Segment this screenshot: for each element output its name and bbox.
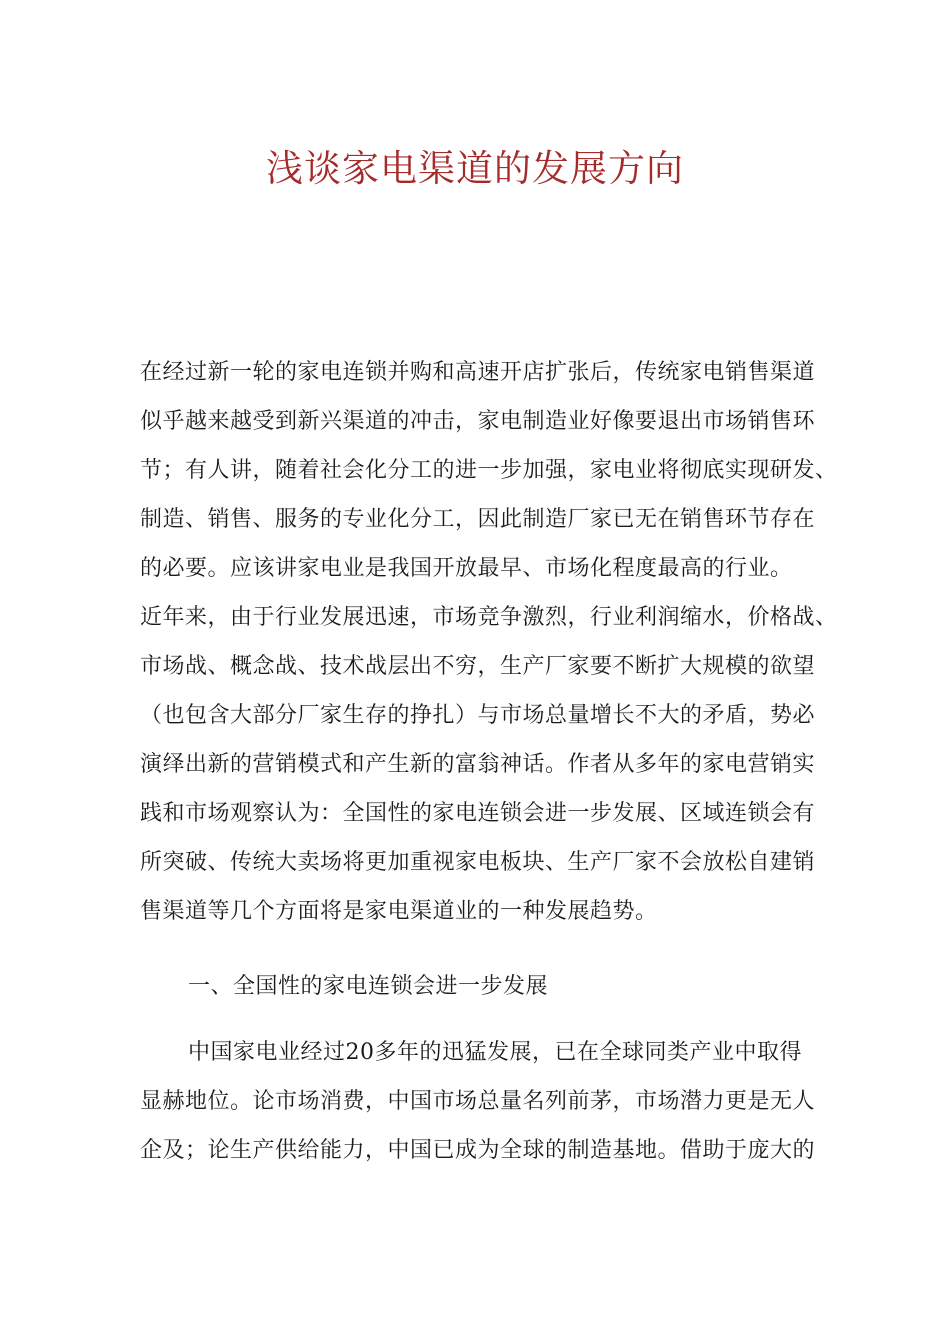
paragraph-trends xyxy=(140,593,838,936)
paragraph-intro xyxy=(140,348,838,593)
text-line: 践和市场观察认为：全国性的家电连锁会进一步发展、区域连锁会有 xyxy=(140,801,816,826)
text-line: 演绎出新的营销模式和产生新的富翁神话。作者从多年的家电营销实 xyxy=(140,752,816,777)
text-line: 售渠道等几个方面将是家电渠道业的一种发展趋势。 xyxy=(140,899,658,924)
text-line: （也包含大部分厂家生存的挣扎）与市场总量增长不大的矛盾，势必 xyxy=(140,703,816,728)
text-line: 所突破、传统大卖场将更加重视家电板块、生产厂家不会放松自建销 xyxy=(140,850,816,875)
text-line: 制造、销售、服务的专业化分工，因此制造厂家已无在销售环节存在 xyxy=(140,507,816,532)
paragraph-section-1 xyxy=(140,1028,820,1175)
text-line: 企及；论生产供给能力，中国已成为全球的制造基地。借助于庞大的 xyxy=(140,1138,816,1163)
document-title: 浅谈家电渠道的发展方向 xyxy=(266,147,684,190)
text-line: 的必要。应该讲家电业是我国开放最早、市场化程度最高的行业。 xyxy=(140,556,793,581)
text-line: 中国家电业经过20多年的迅猛发展，已在全球同类产业中取得 xyxy=(188,1040,802,1065)
text-line: 在经过新一轮的家电连锁并购和高速开店扩张后，传统家电销售渠道 xyxy=(140,360,816,385)
text-line: 市场战、概念战、技术战层出不穷，生产厂家要不断扩大规模的欲望 xyxy=(140,654,816,679)
section-heading xyxy=(188,962,868,1011)
text-line: 显赫地位。论市场消费，中国市场总量名列前茅，市场潜力更是无人 xyxy=(140,1089,816,1114)
section-heading-text: 一、全国性的家电连锁会进一步发展 xyxy=(188,974,549,999)
text-line: 节；有人讲，随着社会化分工的进一步加强，家电业将彻底实现研发、 xyxy=(140,458,838,483)
text-line: 似乎越来越受到新兴渠道的冲击，家电制造业好像要退出市场销售环 xyxy=(140,409,816,434)
text-line: 近年来，由于行业发展迅速，市场竞争激烈，行业利润缩水，价格战、 xyxy=(140,605,838,630)
